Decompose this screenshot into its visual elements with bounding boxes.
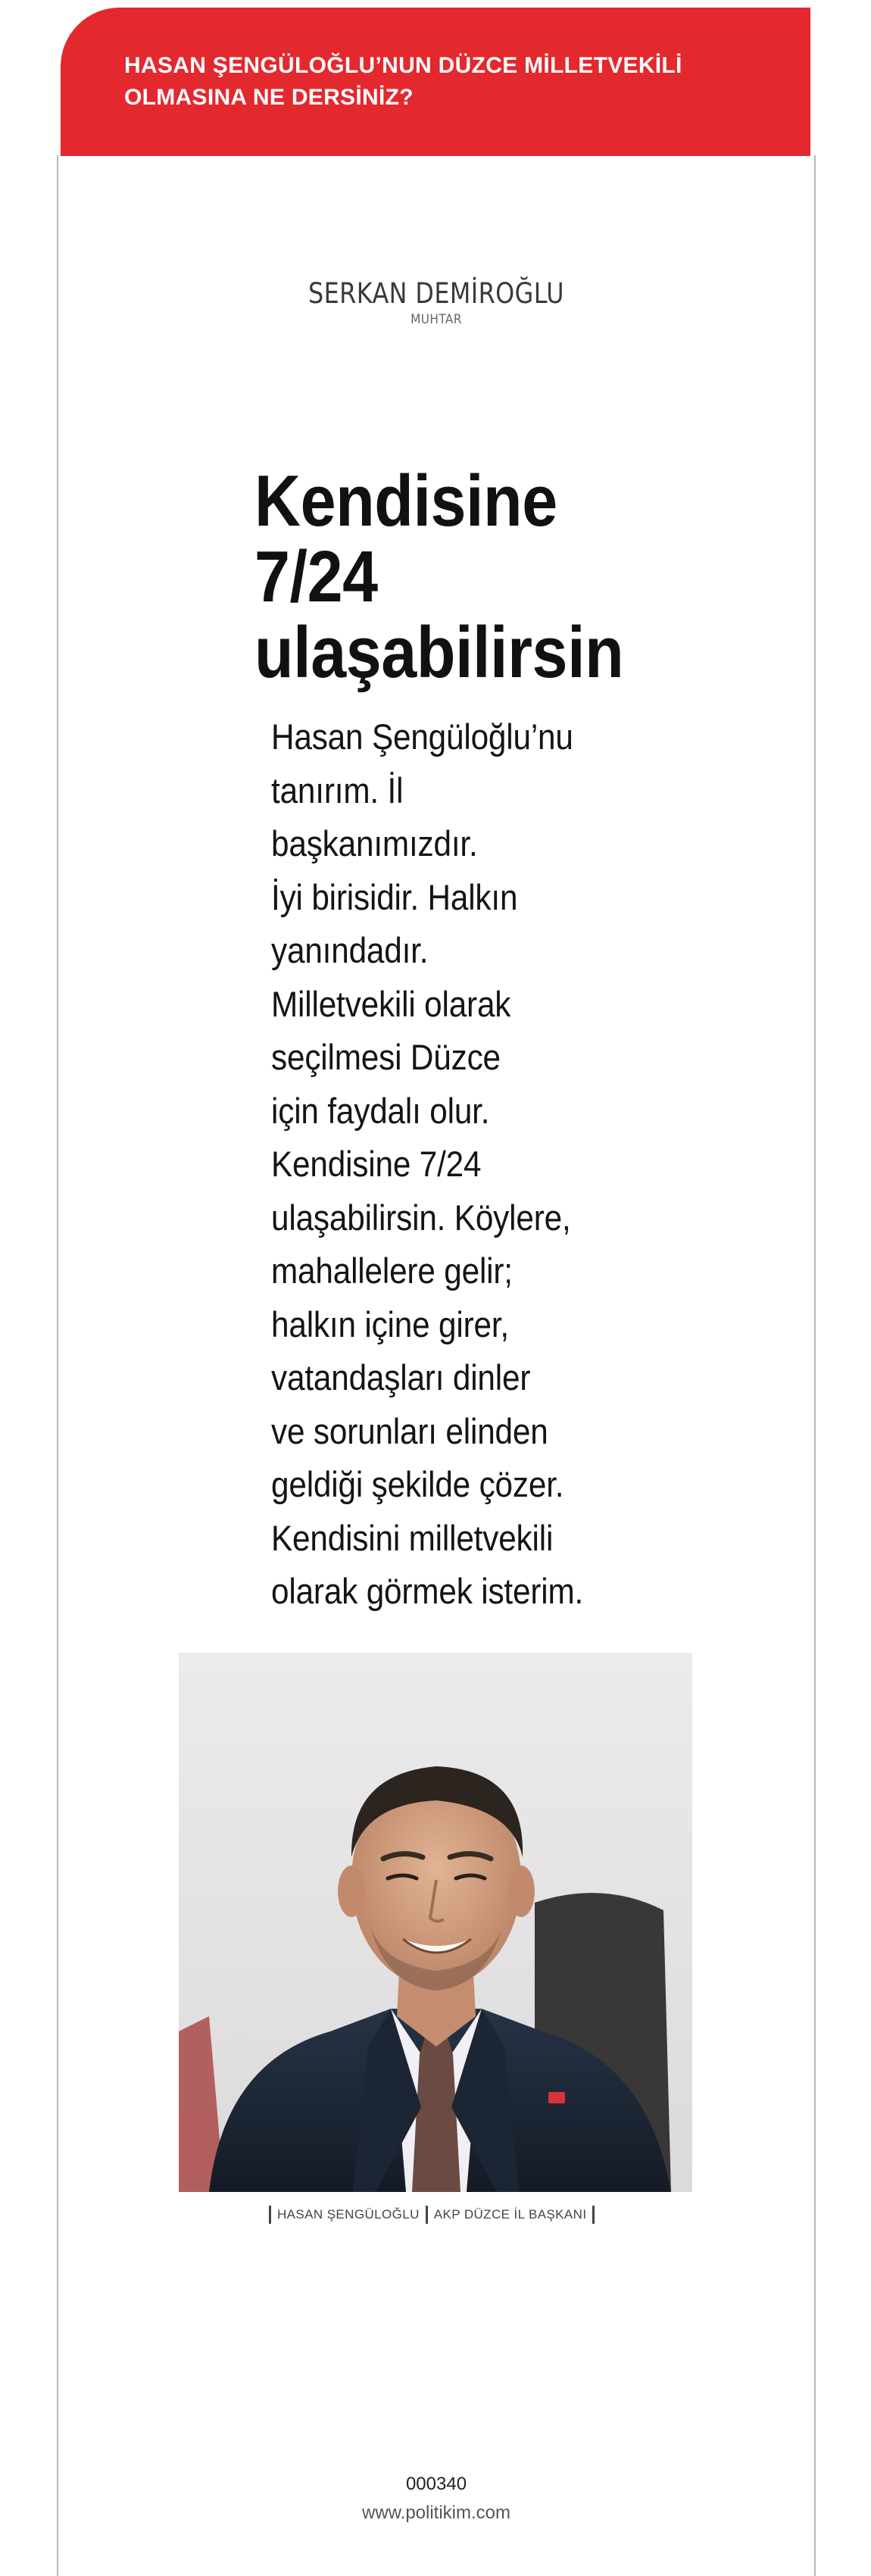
body-line: ve sorunları elinden <box>271 1410 548 1451</box>
body-line: geldiği şekilde çözer. <box>271 1464 564 1504</box>
footer-code: 000340 <box>405 2474 467 2494</box>
header-title <box>124 50 780 114</box>
body-line: İyi birisidir. Halkın <box>271 876 518 917</box>
headline-line: Kendisine <box>254 461 557 542</box>
article-headline <box>254 461 681 693</box>
body-line: Milletvekili olarak <box>271 983 511 1024</box>
footer-url[interactable]: www.politikim.com <box>361 2503 511 2523</box>
body-line: vatandaşları dinler <box>271 1357 531 1397</box>
headline-line: 7/24 <box>254 536 378 617</box>
body-line: olarak görmek isterim. <box>271 1571 584 1611</box>
author-role: MUHTAR <box>411 312 462 327</box>
caption-divider <box>426 2206 428 2224</box>
body-line: seçilmesi Düzce <box>271 1037 501 1077</box>
body-line: tanırım. İl <box>271 770 404 810</box>
portrait-illustration <box>179 1653 692 2192</box>
body-line: yanındadır. <box>271 930 429 970</box>
header-banner <box>61 8 810 156</box>
body-line: Hasan Şengüloğlu’nu <box>271 717 573 757</box>
caption-divider <box>269 2206 271 2224</box>
body-line: için faydalı olur. <box>271 1090 490 1131</box>
caption-name: HASAN ŞENGÜLOĞLU <box>277 2207 420 2222</box>
body-line: halkın içine girer, <box>271 1304 510 1344</box>
caption-title: AKP DÜZCE İL BAŞKANI <box>433 2207 587 2222</box>
body-line: mahallelere gelir; <box>271 1251 513 1291</box>
article-body <box>271 710 653 1619</box>
body-line: başkanımızdır. <box>271 823 478 863</box>
left-frame-line <box>57 155 58 2576</box>
author-name: SERKAN DEMİROĞLU <box>308 277 564 310</box>
body-line: Kendisine 7/24 <box>271 1144 482 1184</box>
caption-divider <box>592 2206 595 2224</box>
header-title-line-1: HASAN ŞENGÜLOĞLU’NUN DÜZCE MİLLETVEKİLİ <box>124 53 682 78</box>
body-line: Kendisini milletvekili <box>271 1517 554 1558</box>
right-frame-line <box>814 155 816 2576</box>
author-block <box>57 277 816 327</box>
body-line: ulaşabilirsin. Köylere, <box>271 1197 571 1238</box>
headline-line: ulaşabilirsin <box>254 612 624 693</box>
portrait-photo <box>179 1653 692 2192</box>
photo-caption <box>269 2206 601 2224</box>
header-title-line-2: OLMASINA NE DERSİNİZ? <box>124 85 414 110</box>
